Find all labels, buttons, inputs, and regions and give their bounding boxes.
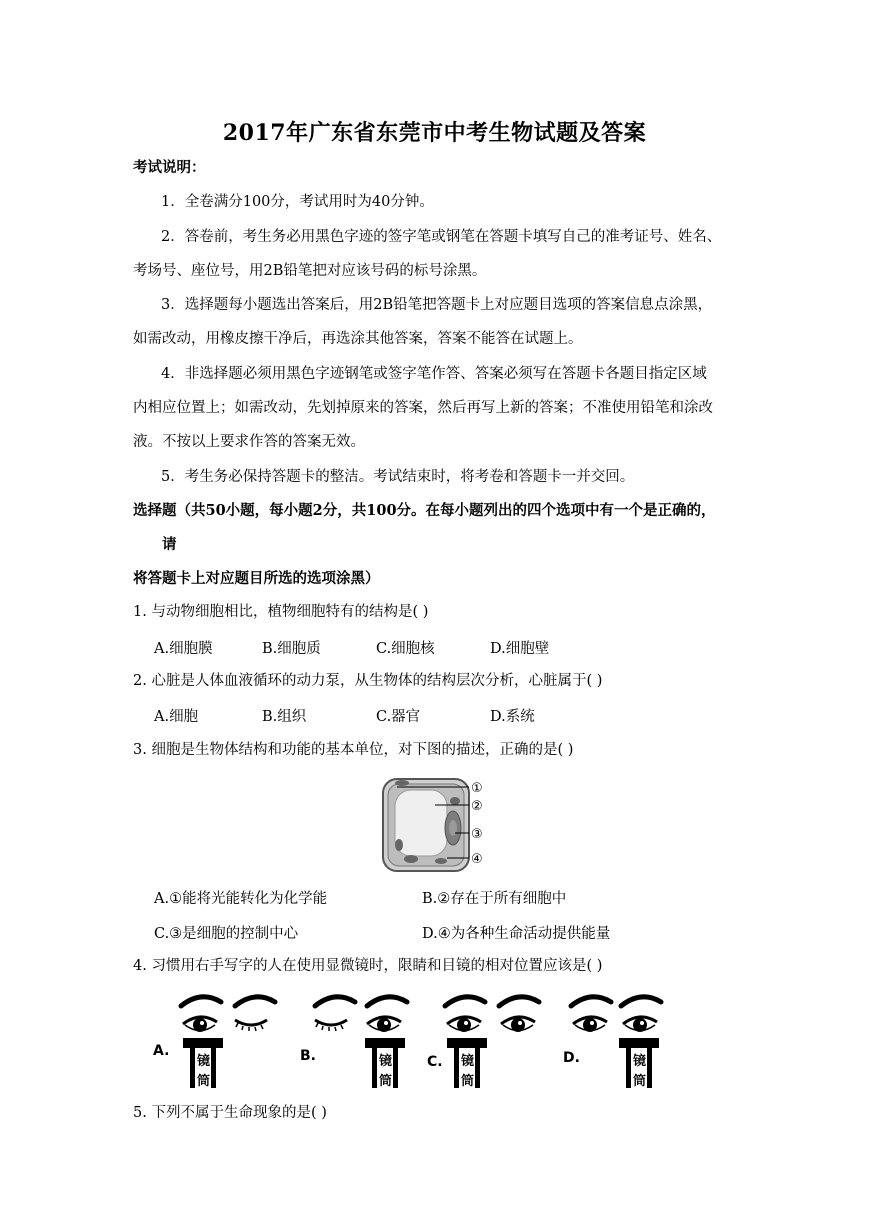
figure-option: B. xyxy=(300,1048,316,1064)
microscope-eye-figure xyxy=(145,990,685,1092)
option: A.细胞 xyxy=(154,709,199,725)
tube-label: 筒 xyxy=(197,1074,211,1089)
open-eye xyxy=(183,1017,217,1032)
instruction-line: 考场号、座位号，用2B铅笔把对应该号码的标号涂黑。 xyxy=(133,263,487,279)
tube-label: 镜 xyxy=(461,1054,475,1069)
option: B.②存在于所有细胞中 xyxy=(422,891,567,907)
open-eye xyxy=(623,1017,657,1032)
figure-option: A. xyxy=(153,1043,170,1059)
instruction-line: 2．答卷前，考生务必用黑色字迹的签字笔或钢笔在答题卡填写自己的准考证号、姓名、 xyxy=(161,229,722,245)
option: D.系统 xyxy=(490,709,535,725)
option: A.细胞膜 xyxy=(154,641,213,657)
question-stem: 3. 细胞是生物体结构和功能的基本单位，对下图的描述，正确的是( ) xyxy=(133,742,574,758)
option: B.组织 xyxy=(262,709,307,725)
eyebrow xyxy=(621,997,661,1006)
figure-label: ④ xyxy=(471,852,483,867)
open-eye xyxy=(367,1017,401,1032)
instruction-line: 5．考生务必保持答题卡的整洁。考试结束时，将考卷和答题卡一并交回。 xyxy=(161,469,635,485)
option: D.细胞壁 xyxy=(490,641,550,657)
open-eye xyxy=(501,1017,535,1032)
question-stem: 1. 与动物细胞相比，植物细胞特有的结构是( ) xyxy=(133,604,429,620)
option: C.器官 xyxy=(376,709,421,725)
figure-label: ① xyxy=(471,781,483,796)
eyebrow xyxy=(499,997,539,1006)
tube-label: 筒 xyxy=(633,1074,647,1089)
chloroplast xyxy=(395,839,403,851)
eyebrow xyxy=(181,997,221,1006)
eyebrow xyxy=(235,997,275,1006)
closed-eye xyxy=(315,1020,347,1031)
option: B.细胞质 xyxy=(262,641,321,657)
instruction-line: 4．非选择题必须用黑色字迹钢笔或签字笔作答、答案必须写在答题卡各题目指定区域 xyxy=(161,366,707,382)
tube-label: 筒 xyxy=(461,1074,475,1089)
nucleolus xyxy=(449,820,457,836)
instruction-line: 1．全卷满分100分，考试用时为40分钟。 xyxy=(161,194,434,210)
plant-cell-figure xyxy=(375,773,495,873)
option: C.细胞核 xyxy=(376,641,435,657)
figure-label: ② xyxy=(471,799,483,814)
section-header: 将答题卡上对应题目所选的选项涂黑） xyxy=(133,570,380,587)
section-header: 请 xyxy=(162,536,177,553)
closed-eye xyxy=(235,1020,267,1031)
option: D.④为各种生命活动提供能量 xyxy=(422,926,611,942)
option: C.③是细胞的控制中心 xyxy=(154,926,299,942)
question-stem: 5. 下列不属于生命现象的是( ) xyxy=(133,1105,327,1121)
open-eye xyxy=(447,1017,481,1032)
tube-label: 镜 xyxy=(197,1054,211,1069)
eyebrow xyxy=(367,997,407,1006)
instruction-line: 3．选择题每小题选出答案后，用2B铅笔把答题卡上对应题目选项的答案信息点涂黑， xyxy=(161,297,713,313)
figure-option: D. xyxy=(563,1050,580,1066)
eyebrow xyxy=(571,997,611,1006)
chloroplast xyxy=(450,797,460,805)
instruction-line: 液。不按以上要求作答的答案无效。 xyxy=(133,434,365,450)
open-eye xyxy=(573,1017,607,1032)
chloroplast xyxy=(435,858,447,864)
instruction-line: 如需改动，用橡皮擦干净后，再选涂其他答案，答案不能答在试题上。 xyxy=(133,331,583,347)
tube-label: 筒 xyxy=(379,1074,393,1089)
section-header: 选择题（共50小题，每小题2分，共100分。在每小题列出的四个选项中有一个是正确的， xyxy=(133,502,716,519)
figure-option: C. xyxy=(427,1054,443,1070)
figure-label: ③ xyxy=(471,827,483,842)
tube-label: 镜 xyxy=(379,1054,393,1069)
chloroplast xyxy=(404,855,418,863)
eyebrow xyxy=(445,997,485,1006)
page-title: 2017年广东省东莞市中考生物试题及答案 xyxy=(222,120,647,146)
tube-label: 镜 xyxy=(633,1054,647,1069)
question-stem: 4. 习惯用右手写字的人在使用显微镜时，限睛和目镜的相对位置应该是( ) xyxy=(133,958,603,974)
option: A.①能将光能转化为化学能 xyxy=(154,891,328,907)
question-stem: 2. 心脏是人体血液循环的动力泵，从生物体的结构层次分析，心脏属于( ) xyxy=(133,673,603,689)
chloroplast xyxy=(395,780,409,786)
instruction-line: 内相应位置上；如需改动，先划掉原来的答案，然后再写上新的答案；不准使用铅笔和涂改 xyxy=(133,400,713,416)
eyebrow xyxy=(315,997,355,1006)
instructions-heading: 考试说明： xyxy=(133,159,206,176)
